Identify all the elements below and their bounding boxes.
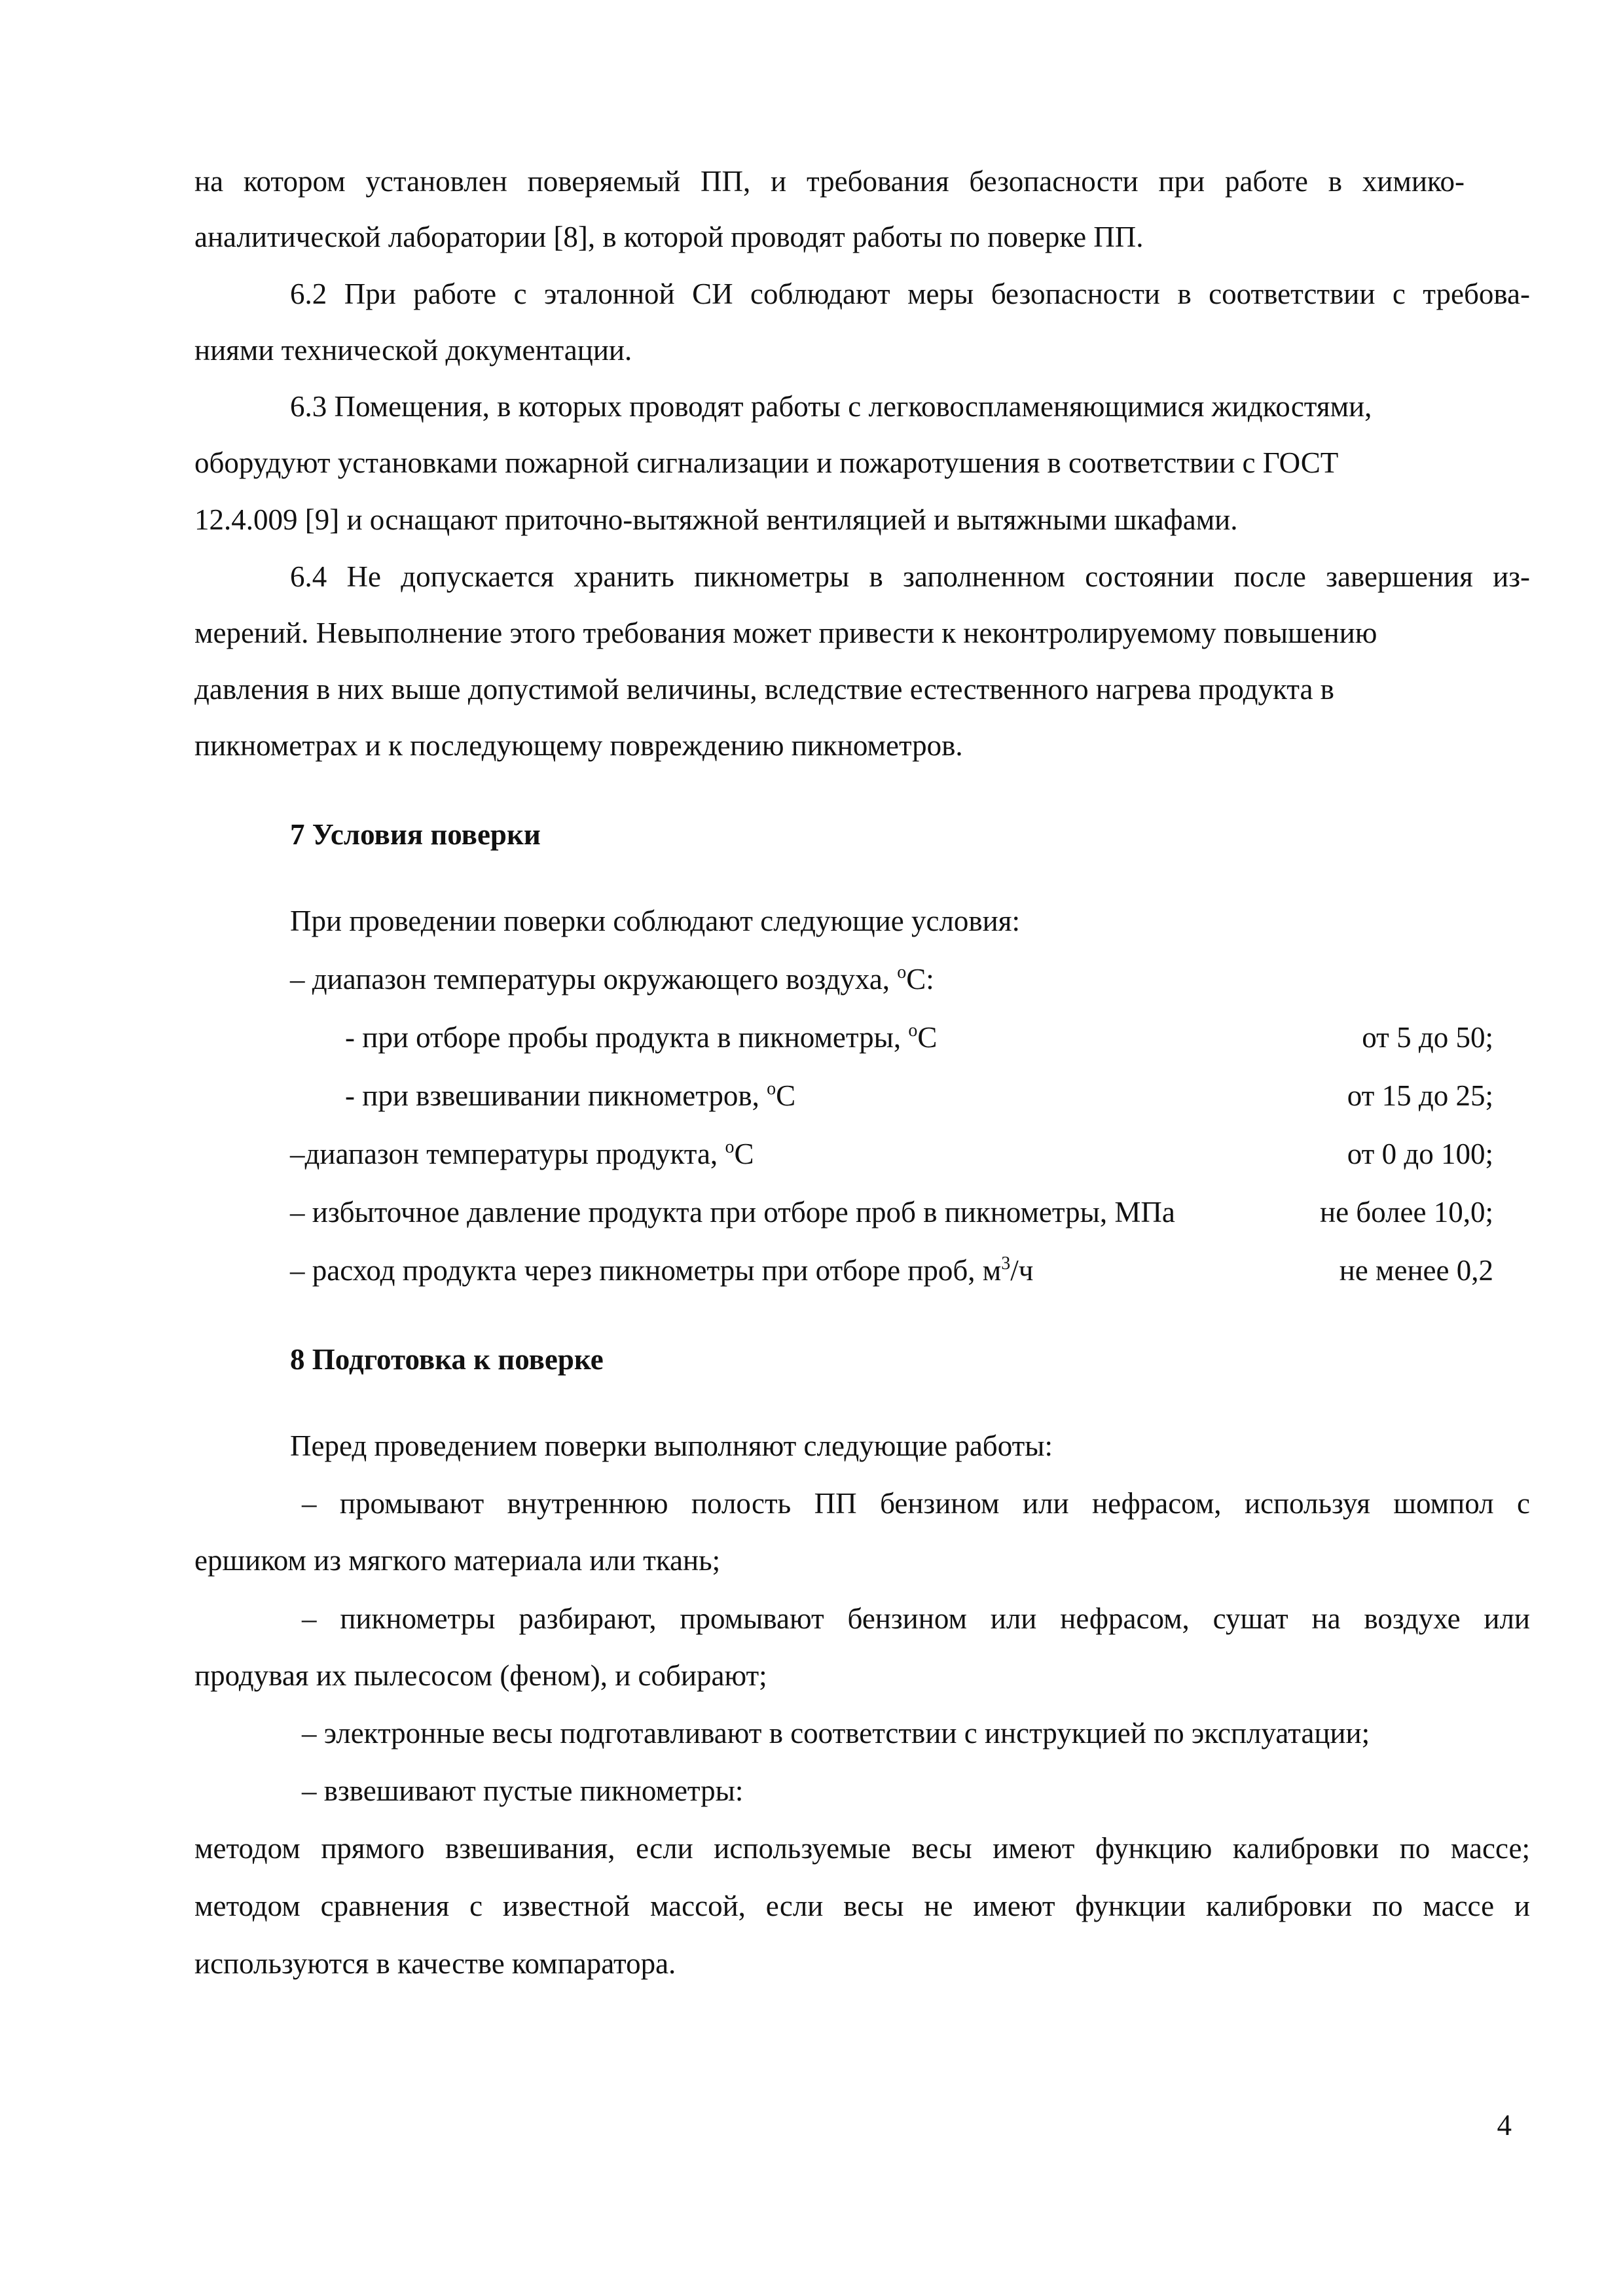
paragraph-6-4-line: пикнометрах и к последующему повреждению пикнометров. (194, 729, 963, 762)
paragraph-6-4-line: мерений. Невыполнение этого требования может привести к неконтролируемому повышению (194, 617, 1377, 649)
list-item-line: ершиком из мягкого материала или ткань; (194, 1544, 721, 1577)
section-7-heading: 7 Условия поверки (290, 818, 541, 851)
paragraph-6-4-line: 6.4 Не допускается хранить пикнометры в заполненном состоянии после завершения из- (290, 560, 1530, 593)
condition-product-temp: –диапазон температуры продукта, $^о$С (290, 1137, 754, 1170)
paragraph-line: на котором установлен поверяемый ПП, и требования безопасности при работе в химико- (194, 165, 1465, 198)
paragraph-6-3-line: 6.3 Помещения, в которых проводят работы с легковоспламеняющимися жидкостями, (290, 390, 1372, 423)
list-item-line: – электронные весы подготавливают в соответствии с инструкцией по эксплуатации; (302, 1717, 1370, 1749)
section-8-heading: 8 Подготовка к поверке (290, 1343, 604, 1376)
section-8-intro: Перед проведением поверки выполняют следующие работы: (290, 1429, 1053, 1462)
page-number: 4 (1497, 2109, 1512, 2142)
air-temperature-line: – диапазон температуры окружающего воздуха, $^о$С: (290, 962, 934, 996)
section-7-intro: При проведении поверки соблюдают следующие условия: (290, 905, 1020, 937)
list-item-line: продувая их пылесосом (феном), и собирают; (194, 1659, 767, 1692)
condition-product-temp-value: от 0 до 100; (1347, 1138, 1493, 1170)
condition-sampling-temp: - при отборе пробы продукта в пикнометры, $^о$С (345, 1020, 938, 1054)
paragraph-6-3-line: оборудуют установками пожарной сигнализации и пожаротушения в соответствии с ГОСТ (194, 446, 1339, 479)
list-item-line: – пикнометры разбирают, промывают бензином или нефрасом, сушат на воздухе или (302, 1602, 1530, 1635)
paragraph-6-4-line: давления в них выше допустимой величины, вследствие естественного нагрева продукта в (194, 673, 1334, 706)
condition-flow: – расход продукта через пикнометры при отборе проб, $м^3/ч$ (290, 1253, 1034, 1287)
condition-weighing-temp-value: от 15 до 25; (1347, 1079, 1493, 1112)
method-line: методом прямого взвешивания, если используемые весы имеют функцию калибровки по массе; (194, 1832, 1530, 1865)
condition-pressure-value: не более 10,0; (1319, 1196, 1493, 1229)
method-line: используются в качестве компаратора. (194, 1947, 676, 1980)
condition-sampling-temp-value: от 5 до 50; (1362, 1021, 1493, 1054)
list-item-line: – промывают внутреннюю полость ПП бензином или нефрасом, используя шомпол с (302, 1487, 1530, 1520)
paragraph-6-3-line: 12.4.009 [9] и оснащают приточно-вытяжной вентиляцией и вытяжными шкафами. (194, 503, 1238, 536)
condition-weighing-temp: - при взвешивании пикнометров, $^о$С (345, 1079, 796, 1112)
list-item-line: – взвешивают пустые пикнометры: (302, 1774, 744, 1807)
condition-flow-value: не менее 0,2 (1339, 1254, 1493, 1287)
method-line: методом сравнения с известной массой, если весы не имеют функции калибровки по массе и (194, 1890, 1530, 1922)
paragraph-6-2-line: 6.2 При работе с эталонной СИ соблюдают меры безопасности в соответствии с требова- (290, 278, 1530, 310)
paragraph-line: аналитической лаборатории [8], в которой проводят работы по поверке ПП. (194, 221, 1144, 253)
paragraph-6-2-line: ниями технической документации. (194, 334, 632, 367)
condition-pressure: – избыточное давление продукта при отборе проб в пикнометры, МПа (290, 1196, 1175, 1229)
